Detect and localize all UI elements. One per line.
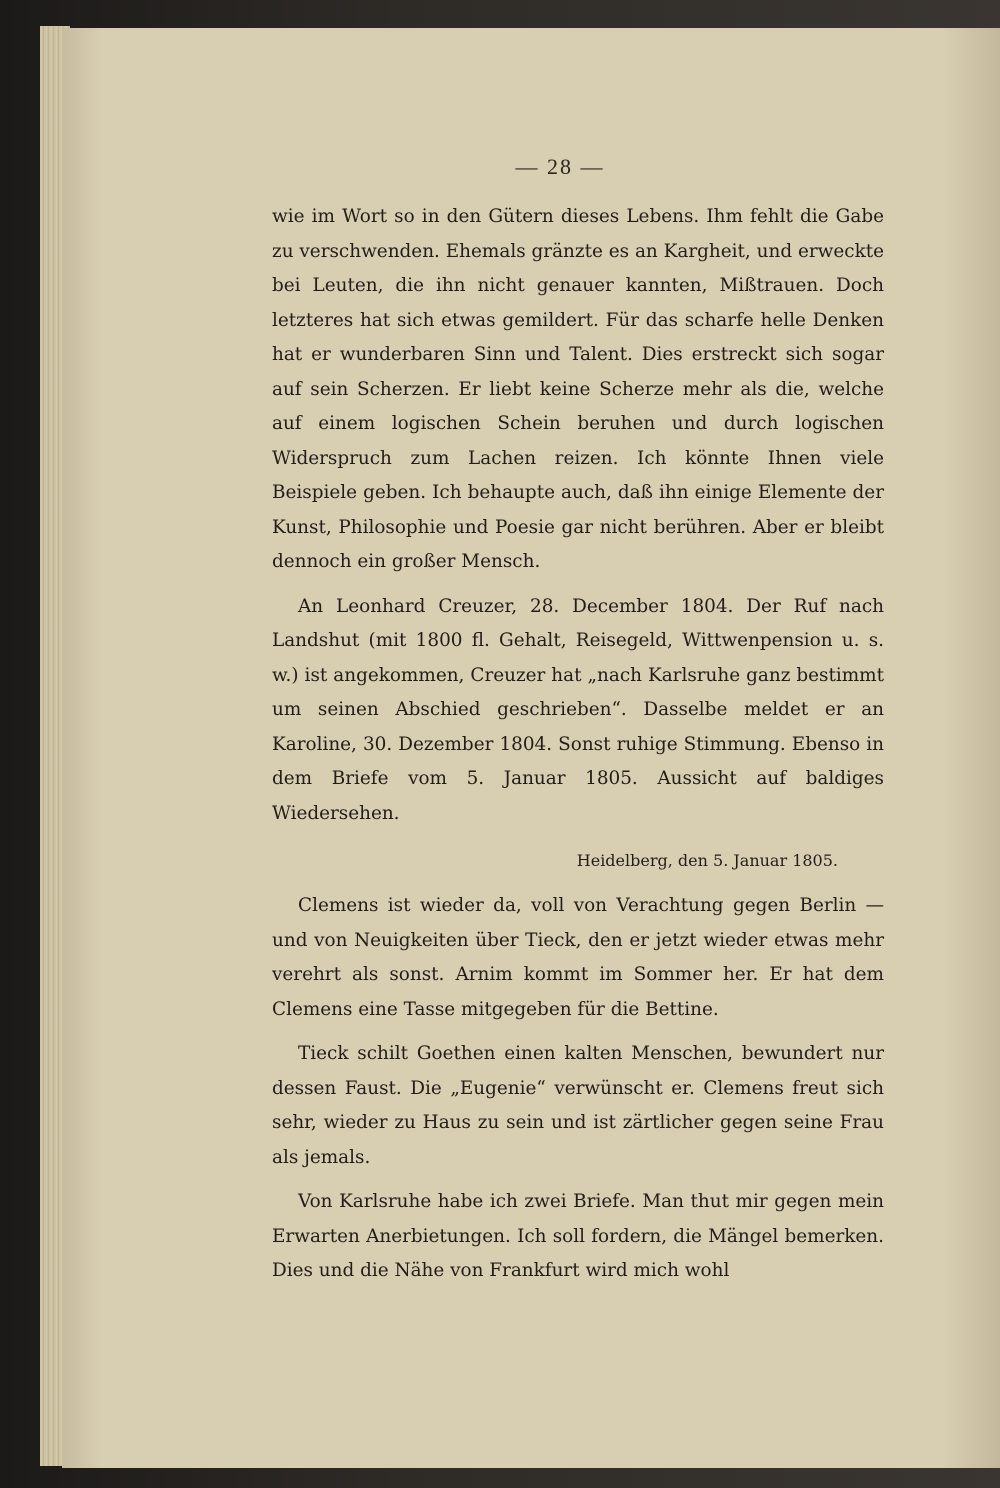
page-number: — 28 —	[515, 154, 605, 179]
dateline: Heidelberg, den 5. Januar 1805.	[576, 851, 838, 870]
paragraph-2: An Leonhard Creuzer, 28. December 1804. Der Ruf nach Landshut (mit 1800 fl. Gehalt, Reisegeld, Wittwenpension u. s. w.) ist angekommen, Creuzer hat „nach Karlsruhe ganz bestimmt um seinen Abschied geschrieben“. Dasselbe meldet er an Karoline, 30. Dezember 1804. Sonst ruhige Stimmung. Ebenso in dem Briefe vom 5. Januar 1805. Aussicht auf baldiges Wiedersehen.	[272, 595, 884, 824]
paragraph-4: Tieck schilt Goethen einen kalten Menschen, bewundert nur dessen Faust. Die „Eugenie“ verwünscht er. Clemens freut sich sehr, wieder zu Haus zu sein und ist zärtlicher gegen seine Frau als jemals.	[272, 1043, 884, 1168]
paragraph-3: Clemens ist wieder da, voll von Verachtung gegen Berlin — und von Neuigkeiten über Tieck, den er jetzt wieder etwas mehr verehrt als sonst. Arnim kommt im Sommer her. Er hat dem Clemens eine Tasse mitgegeben für die Bettine.	[272, 895, 884, 1020]
paragraph-1: wie im Wort so in den Gütern dieses Lebens. Ihm fehlt die Gabe zu verschwenden. Ehemals gränzte es an Kargheit, und erweckte bei Leuten, die ihn nicht genauer kannten, Mißtrauen. Doch letzteres hat sich etwas gemildert. Für das scharfe helle Denken hat er wunderbaren Sinn und Talent. Dies erstreckt sich sogar auf sein Scherzen. Er liebt keine Scherze mehr als die, welche auf einem logischen Schein beruhen und durch logischen Widerspruch zum Lachen reizen. Ich könnte Ihnen viele Beispiele geben. Ich behaupte auch, daß ihn einige Elemente der Kunst, Philosophie und Poesie gar nicht berühren. Aber er bleibt dennoch ein großer Mensch.	[272, 206, 884, 572]
text-block	[272, 200, 884, 1289]
paragraph-5: Von Karlsruhe habe ich zwei Briefe. Man thut mir gegen mein Erwarten Anerbietungen. Ich soll fordern, die Mängel bemerken. Dies und die Nähe von Frankfurt wird mich wohl	[272, 1191, 884, 1281]
